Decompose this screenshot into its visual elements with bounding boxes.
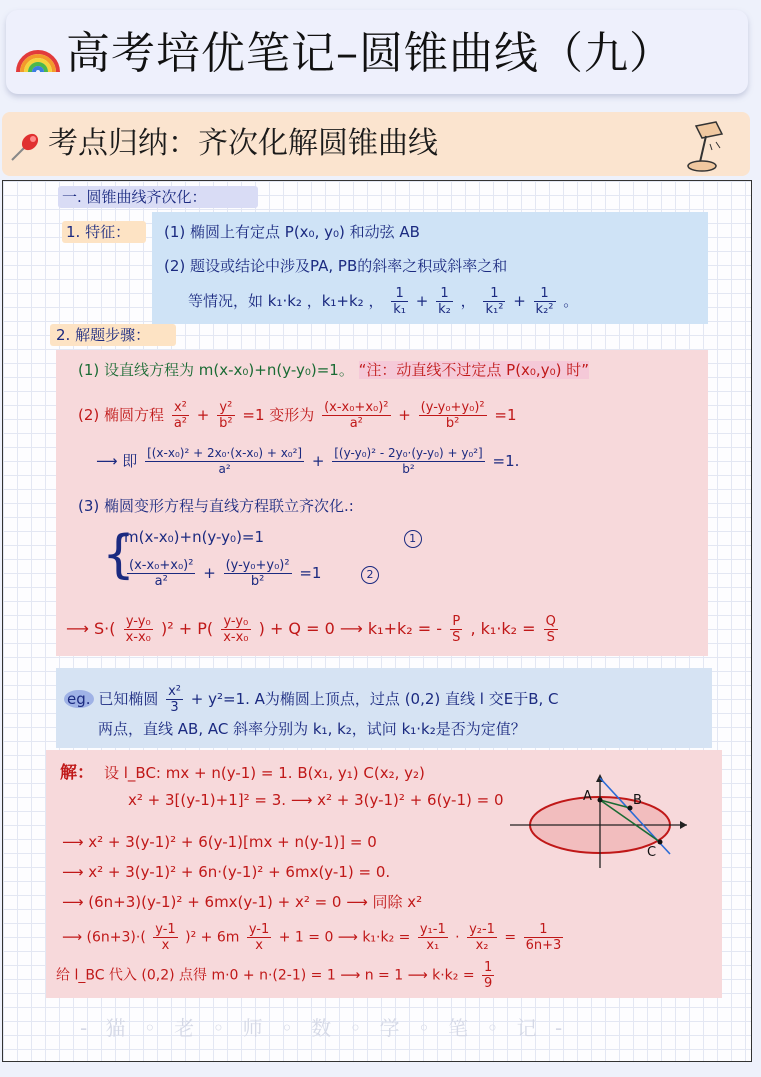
title-banner [6, 10, 748, 94]
point-b-label: B [633, 793, 642, 808]
example-tag: eg. [64, 690, 94, 708]
desk-lamp-icon [682, 118, 734, 178]
feature-item-3: 等情况，如 k₁·k₂ ，k₁+k₂ ， $\frac{1}{\text{k₁}}$ + $\frac{1}{\text{k₂}}$ ， $\frac{1}{\text{k₁²}}$ + $\frac{1}{\text{k₂²}}$ 。 [188, 286, 579, 317]
solution-line-4: ⟶ x² + 3(y-1)² + 6n·(y-1)² + 6mx(y-1) = 0. [62, 863, 391, 881]
solution-line-2: x² + 3[(y-1)+1]² = 3. ⟶ x² + 3(y-1)² + 6(y-1) = 0 [128, 791, 504, 809]
steps-label: 2. 解题步骤： [56, 326, 151, 344]
topic-title: 考点归纳：齐次化解圆锥曲线 [48, 126, 438, 161]
feature-item-1: (1) 椭圆上有定点 P(x₀, y₀) 和动弦 AB [164, 223, 420, 241]
step-result: ⟶ S·( $\frac{\text{y-y₀}}{\text{x-x₀}}$ )² + P( $\frac{\text{y-y₀}}{\text{x-x₀}}$ ) + Q = 0 ⟶ k₁+k₂ = - $\frac{P}{S}$ , k₁·k₂ = $\frac{Q}{S}$ [66, 614, 556, 645]
ellipse-diagram [505, 770, 695, 874]
pushpin-icon [8, 130, 42, 168]
solution-line-6: ⟶ (6n+3)·( $\frac{y-1}{x}$ )² + 6m $\frac{y-1}{x}$ + 1 = 0 ⟶ k₁·k₂ = $\frac{\text{y₁-1}}{\text{x₁}}$ · $\frac{\text{y₂-1}}{\text{x₂}}$ = $\frac{1}{6n+3}$ [62, 922, 562, 953]
section-heading: 一. 圆锥曲线齐次化： [62, 188, 207, 206]
system-eq-2: $\frac{\text{(x-x₀+x₀)²}}{\text{a²}}$ + $\frac{\text{(y-y₀+y₀)²}}{\text{b²}}$ =1 2 [124, 558, 379, 589]
step-1: (1) 设直线方程为 m(x-x₀)+n(y-y₀)=1。 “注：动直线不过定点 P(x₀,y₀) 时” [78, 361, 589, 379]
solution-line-3: ⟶ x² + 3(y-1)² + 6(y-1)[mx + n(y-1)] = 0 [62, 833, 377, 851]
system-brace: { [102, 525, 136, 585]
point-a-label: A [583, 789, 592, 804]
example-line-1: eg. 已知椭圆 $\frac{\text{x²}}{3}$ + y²=1. A为椭圆上顶点，过点 (0,2) 直线 l 交E于B, C [64, 684, 559, 715]
page-title: 高考培优笔记–圆锥曲线（九） [66, 28, 674, 79]
solution-line-7: 给 l_BC 代入 (0,2) 点得 m·0 + n·(2-1) = 1 ⟶ n = 1 ⟶ k·k₂ = $\frac{1}{9}$ [56, 960, 493, 991]
step-2: (2) 椭圆方程 $\frac{\text{x²}}{\text{a²}}$ + $\frac{\text{y²}}{\text{b²}}$ =1 变形为 $\frac{\text{(x-x₀+x₀)²}}{\text{a²}}$ + $\frac{\text{(y-y₀+y₀)²}}{\text{b²}}$ =1 [78, 400, 517, 431]
solution-label: 解： [60, 763, 94, 783]
solution-line-5: ⟶ (6n+3)(y-1)² + 6mx(y-1) + x² = 0 ⟶ 同除 x² [62, 893, 423, 911]
rainbow-icon [14, 28, 62, 80]
feature-item-2: (2) 题设或结论中涉及PA, PB的斜率之积或斜率之和 [164, 257, 508, 275]
features-label: 1. 特征： [66, 223, 131, 241]
watermark: - 猫 ◦ 老 ◦ 师 ◦ 数 ◦ 学 ◦ 笔 ◦ 记 - [80, 1016, 569, 1040]
topic-banner [2, 112, 750, 176]
example-line-2: 两点，直线 AB, AC 斜率分别为 k₁, k₂，试问 k₁·k₂是否为定值？ [98, 720, 526, 738]
system-eq-1: m(x-x₀)+n(y-y₀)=1 1 [124, 527, 422, 548]
step-3: (3) 椭圆变形方程与直线方程联立齐次化.: [78, 497, 354, 515]
solution-line-1: 设 l_BC: mx + n(y-1) = 1. B(x₁, y₁) C(x₂, y₂) [104, 764, 425, 782]
point-c-label: C [647, 845, 657, 860]
step-2-expanded: ⟶ 即 $\frac{\text{[(x-x₀)² + 2x₀·(x-x₀) + x₀²]}}{\text{a²}}$ + $\frac{\text{[(y-y₀)² - 2y₀·(y-y₀) + y₀²]}}{\text{b²}}$ =1. [96, 446, 520, 476]
